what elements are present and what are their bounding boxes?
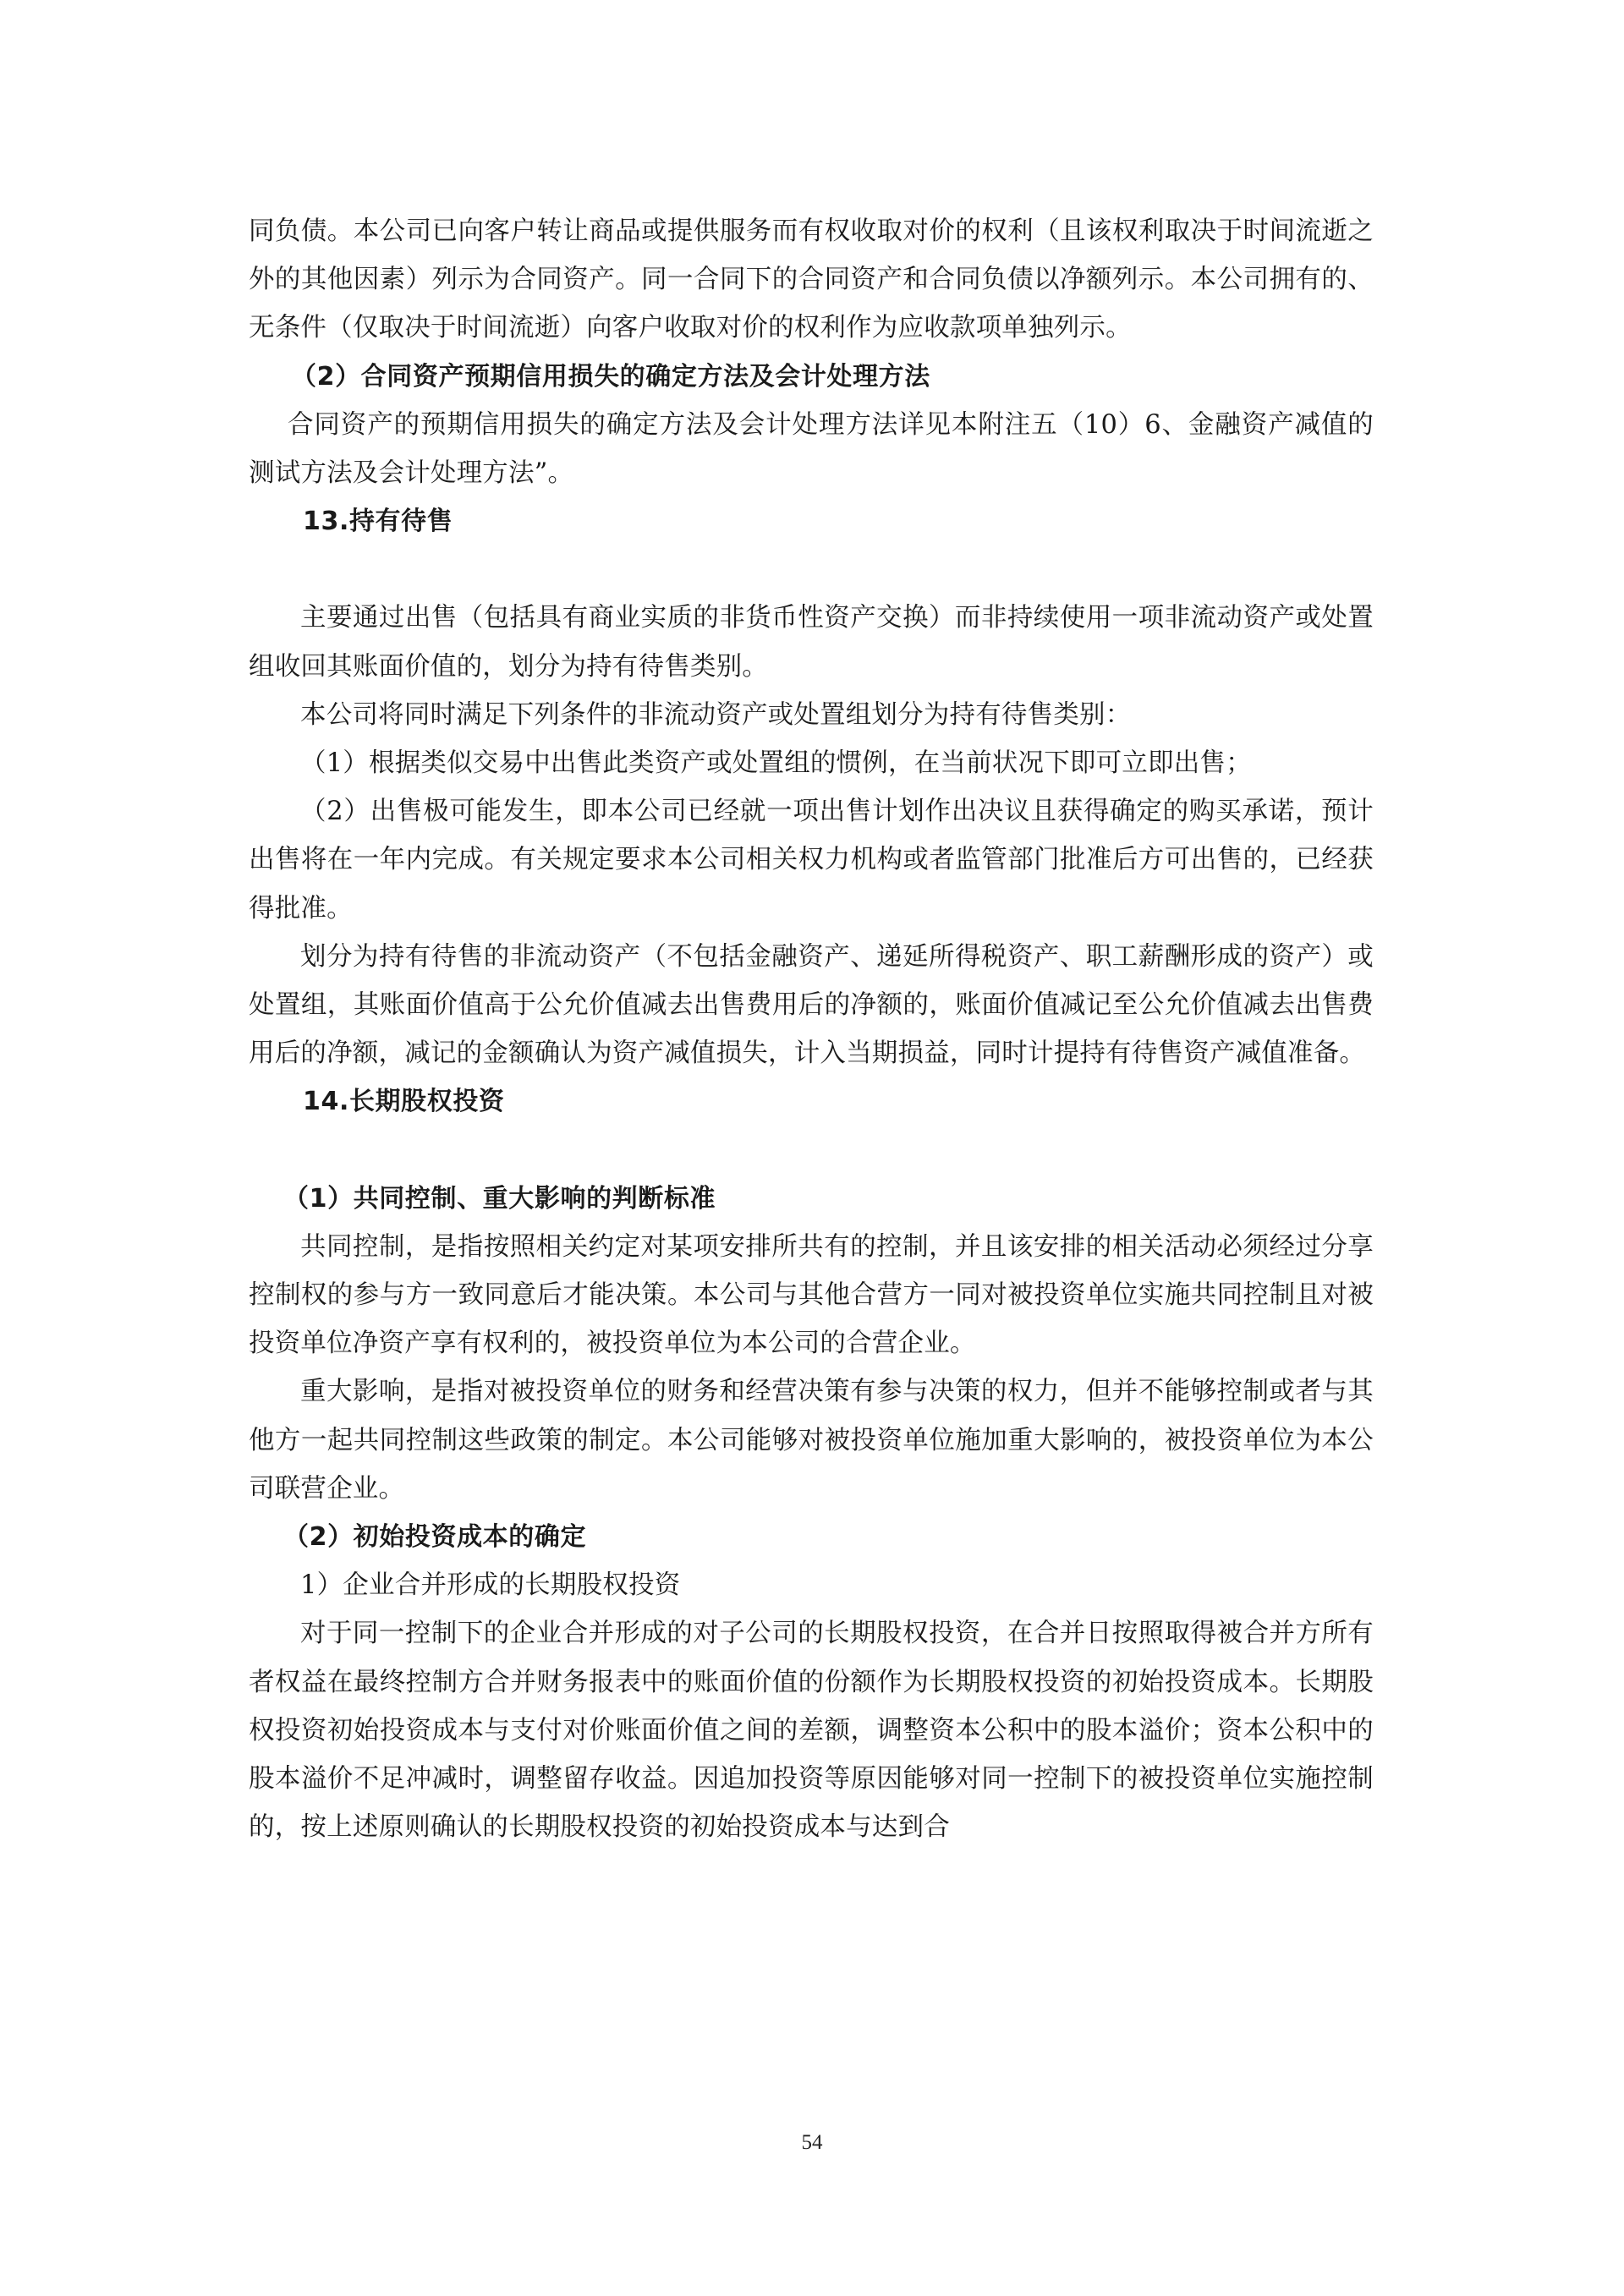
paragraph-significant-influence: 重大影响，是指对被投资单位的财务和经营决策有参与决策的权力，但并不能够控制或者与其他方一起共同控制这些政策的制定。本公司能够对被投资单位施加重大影响的，被投资单位为本公司联营企业。 <box>249 1377 1374 1504</box>
paragraph-contract-asset-credit-loss: 合同资产的预期信用损失的确定方法及会计处理方法详见本附注五（10）6、金融资产减值的测试方法及会计处理方法”。 <box>249 409 1374 489</box>
subheading-initial-cost: （2）初始投资成本的确定 <box>283 1522 587 1553</box>
paragraph-held-for-sale-definition: 主要通过出售（包括具有商业实质的非货币性资产交换）而非持续使用一项非流动资产或处置组收回其账面价值的，划分为持有待售类别。 <box>249 603 1374 682</box>
paragraph-held-for-sale-conditions: 本公司将同时满足下列条件的非流动资产或处置组划分为持有待售类别： <box>300 699 1132 730</box>
subheading-joint-control-criteria: （1）共同控制、重大影响的判断标准 <box>283 1183 716 1214</box>
paragraph-condition-1: （1）根据类似交易中出售此类资产或处置组的惯例，在当前状况下即可立即出售； <box>300 748 1252 779</box>
paragraph-joint-control: 共同控制，是指按照相关约定对某项安排所共有的控制，并且该安排的相关活动必须经过分享控制权的参与方一致同意后才能决策。本公司与其他合营方一同对被投资单位实施共同控制且对被投资单位净资产享有权利的，被投资单位为本公司的合营企业。 <box>249 1231 1374 1359</box>
paragraph-common-control-combination: 对于同一控制下的企业合并形成的对子公司的长期股权投资，在合并日按照取得被合并方所有者权益在最终控制方合并财务报表中的账面价值的份额作为长期股权投资的初始投资成本。长期股权投资初始投资成本与支付对价账面价值之间的差额，调整资本公积中的股本溢价；资本公积中的股本溢价不足冲减时，调整留存收益。因追加投资等原因能够对同一控制下的被投资单位实施控制的，按上述原则确认的长期股权投资的初始投资成本与达到合 <box>249 1619 1374 1843</box>
page-number: 54 <box>801 2131 823 2154</box>
paragraph-contract-liabilities: 同负债。本公司已向客户转让商品或提供服务而有权收取对价的权利（且该权利取决于时间流逝之外的其他因素）列示为合同资产。同一合同下的合同资产和合同负债以净额列示。本公司拥有的、无条件（仅取决于时间流逝）向客户收取对价的权利作为应收款项单独列示。 <box>249 216 1374 343</box>
section-heading-long-term-equity: 14.长期股权投资 <box>303 1087 505 1117</box>
paragraph-business-combination-item: 1）企业合并形成的长期股权投资 <box>300 1570 681 1601</box>
section-heading-held-for-sale: 13.持有待售 <box>303 507 453 537</box>
subheading-contract-asset-credit-loss: （2）合同资产预期信用损失的确定方法及会计处理方法 <box>291 361 930 392</box>
paragraph-condition-2: （2）出售极可能发生，即本公司已经就一项出售计划作出决议且获得确定的购买承诺，预计出售将在一年内完成。有关规定要求本公司相关权力机构或者监管部门批准后方可出售的，已经获得批准。 <box>249 797 1374 923</box>
page-body <box>249 207 1374 1852</box>
paragraph-held-for-sale-measurement: 划分为持有待售的非流动资产（不包括金融资产、递延所得税资产、职工薪酬形成的资产）或处置组，其账面价值高于公允价值减去出售费用后的净额的，账面价值减记至公允价值减去出售费用后的净额，减记的金额确认为资产减值损失，计入当期损益，同时计提持有待售资产减值准备。 <box>249 941 1374 1069</box>
